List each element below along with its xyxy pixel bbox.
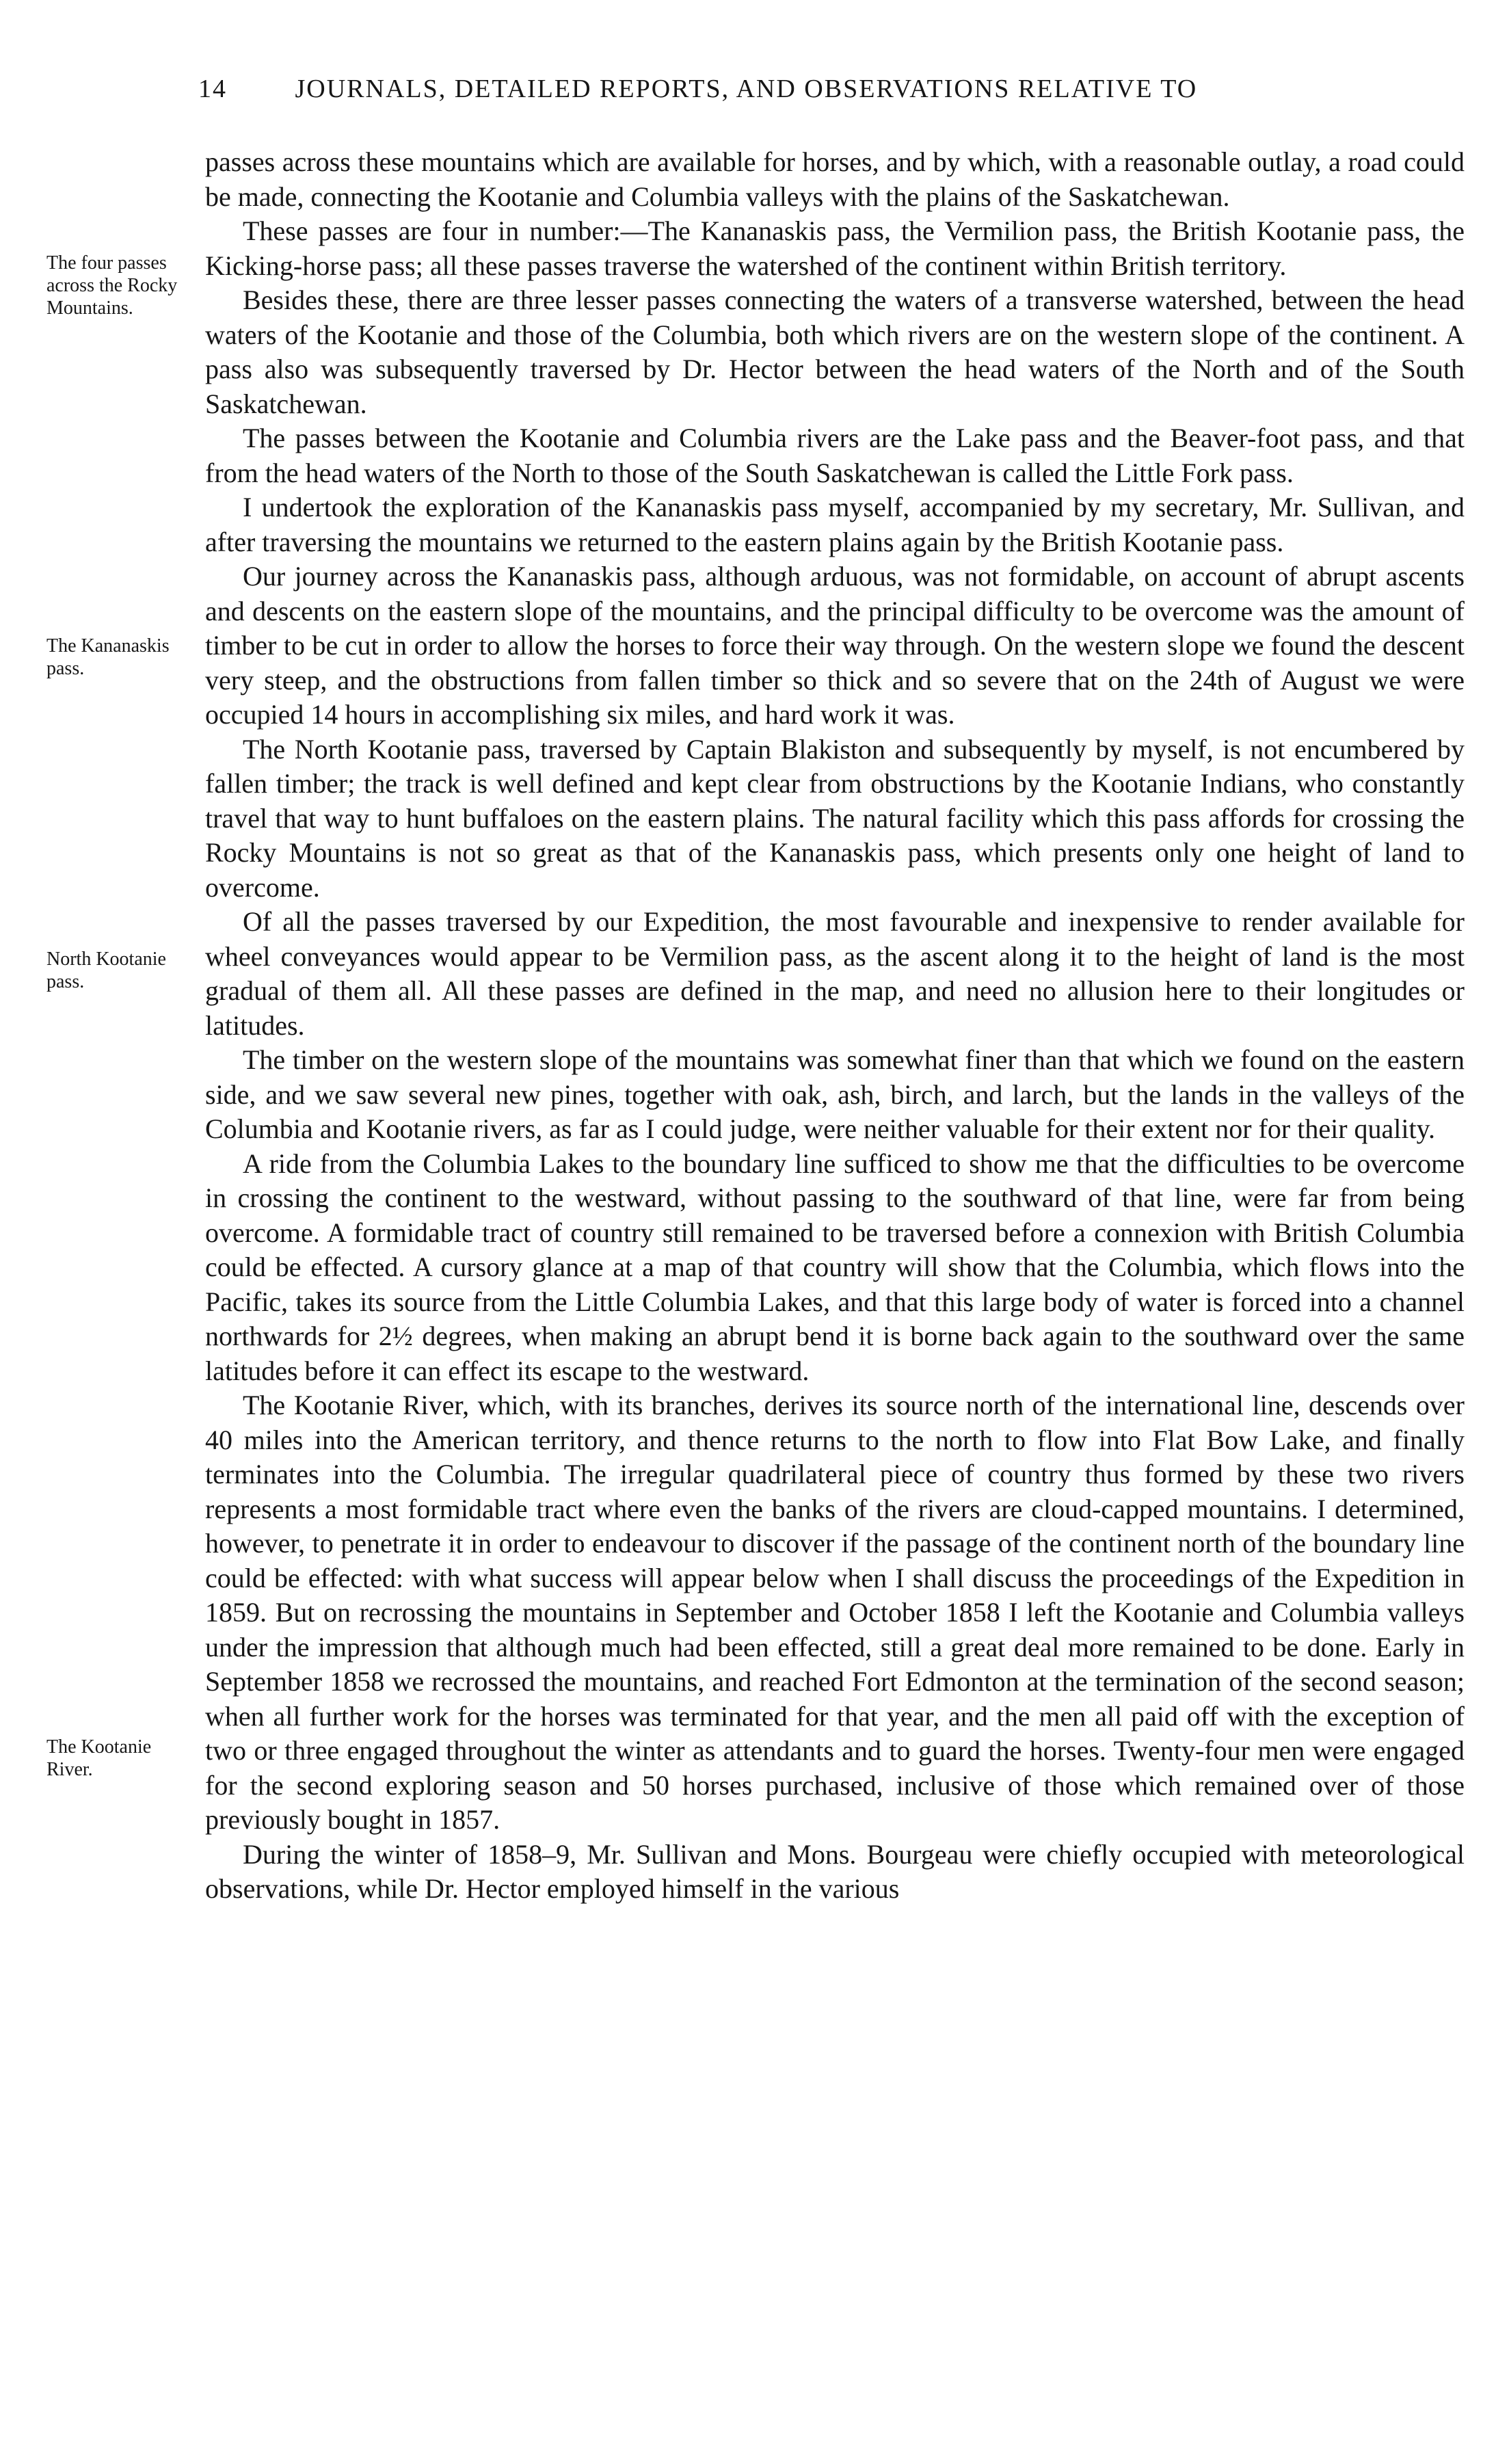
paragraph: Our journey across the Kananaskis pass, although arduous, was not formidable, on account of abrupt ascents and descents on the eastern slope of the mountains, and the principal difficulty to be overcome was the amount of timber to be cut in order to allow the horses to force their way through. On the western slope we found the descent very steep, and the obstructions from fallen timber so thick and so severe that on the 24th of August we were occupied 14 hours in accomplishing six miles, and hard work it was.: [205, 561, 1465, 730]
margin-note-kananaskis-pass: The Kananaskis pass.: [46, 635, 170, 679]
paragraph: The timber on the western slope of the mountains was somewhat finer than that which we found on the eastern side, and we saw several new pines, together with oak, ash, birch, and larch, but the lands in the valleys of the Columbia and Kootanie rivers, as far as I could judge, were neither valuable for their extent nor for their quality.: [205, 1044, 1465, 1144]
running-title: JOURNALS, DETAILED REPORTS, AND OBSERVATIONS RELATIVE TO: [295, 75, 1198, 103]
paragraph: The Kootanie River, which, with its branches, derives its source north of the international line, descends over 40 miles into the American territory, and thence returns to the north to flow into Flat Bow Lake, and finally terminates into the Columbia. The irregular quadrilateral piece of country thus formed by these two rivers represents a most formidable tract where even the banks of the rivers are cloud-capped mountains. I determined, however, to penetrate it in order to endeavour to discover if the passage of the continent north of the boundary line could be effected: with what success will appear below when I shall discuss the proceedings of the Expedition in 1859. But on recrossing the mountains in September and October 1858 I left the Kootanie and Columbia valleys under the impression that although much had been effected, still a great deal more remained to be done. Early in September 1858 we recrossed the mountains, and reached Fort Edmonton at the termination of the second season; when all further work for the horses was terminated for that year, and the men all paid off with the exception of two or three engaged throughout the winter as attendants and to guard the horses. Twenty-four men were engaged for the second exploring season and 50 horses purchased, inclusive of those which remained over of those previously bought in 1857.: [205, 1390, 1465, 1835]
page-number: 14: [198, 75, 227, 103]
margin-note-north-kootanie-pass: North Kootanie pass.: [46, 949, 166, 992]
paragraph: The North Kootanie pass, traversed by Captain Blakiston and subsequently by myself, is not encumbered by fallen timber; the track is well defined and kept clear from obstructions by the Kootanie Indians, who constantly travel that way to hunt buffaloes on the eastern plains. The natural facility which this pass affords for crossing the Rocky Mountains is not so great as that of the Kananaskis pass, which presents only one height of land to overcome.: [205, 733, 1465, 903]
margin-note-kootanie-river: The Kootanie River.: [46, 1736, 152, 1780]
paragraph: Of all the passes traversed by our Expedition, the most favourable and inexpensive to render available for wheel conveyances would appear to be Vermilion pass, as the ascent along it to the height of land is the most gradual of them all. All these passes are defined in the map, and need no allusion here to their longitudes or latitudes.: [205, 906, 1465, 1041]
paragraph: Besides these, there are three lesser passes connecting the waters of a transverse watershed, between the head waters of the Kootanie and those of the Columbia, both which rivers are on the western slope of the continent. A pass also was subsequently traversed by Dr. Hector between the head waters of the North and of the South Saskatchewan.: [205, 284, 1465, 419]
paragraph: These passes are four in number:—The Kananaskis pass, the Vermilion pass, the British Kootanie pass, the Kicking-horse pass; all these passes traverse the watershed of the continent within British territory.: [205, 215, 1465, 281]
paragraph: The passes between the Kootanie and Columbia rivers are the Lake pass and the Beaver-foot pass, and that from the head waters of the North to those of the South Saskatchewan is called the Little Fork pass.: [205, 423, 1465, 488]
main-text: [205, 145, 1465, 1907]
paragraph: I undertook the exploration of the Kananaskis pass myself, accompanied by my secretary, Mr. Sullivan, and after traversing the mountains we returned to the eastern plains again by the British Kootanie pass.: [205, 492, 1465, 557]
margin-note-four-passes: The four passes across the Rocky Mountains.: [46, 252, 178, 319]
paragraph: A ride from the Columbia Lakes to the boundary line sufficed to show me that the difficulties to be overcome in crossing the continent to the westward, without passing to the southward of that line, were far from being overcome. A formidable tract of country still remained to be traversed before a connexion with British Columbia could be effected. A cursory glance at a map of that country will show that the Columbia, which flows into the Pacific, takes its source from the Little Columbia Lakes, and that this large body of water is forced into a channel northwards for 2½ degrees, when making an abrupt bend it is borne back again to the southward over the same latitudes before it can effect its escape to the westward.: [205, 1148, 1465, 1386]
page-header: [198, 74, 1395, 104]
paragraph: During the winter of 1858–9, Mr. Sullivan and Mons. Bourgeau were chiefly occupied with meteorological observations, while Dr. Hector employed himself in the various: [205, 1838, 1465, 1904]
paragraph: passes across these mountains which are available for horses, and by which, with a reasonable outlay, a road could be made, connecting the Kootanie and Columbia valleys with the plains of the Saskatchewan.: [205, 146, 1465, 212]
